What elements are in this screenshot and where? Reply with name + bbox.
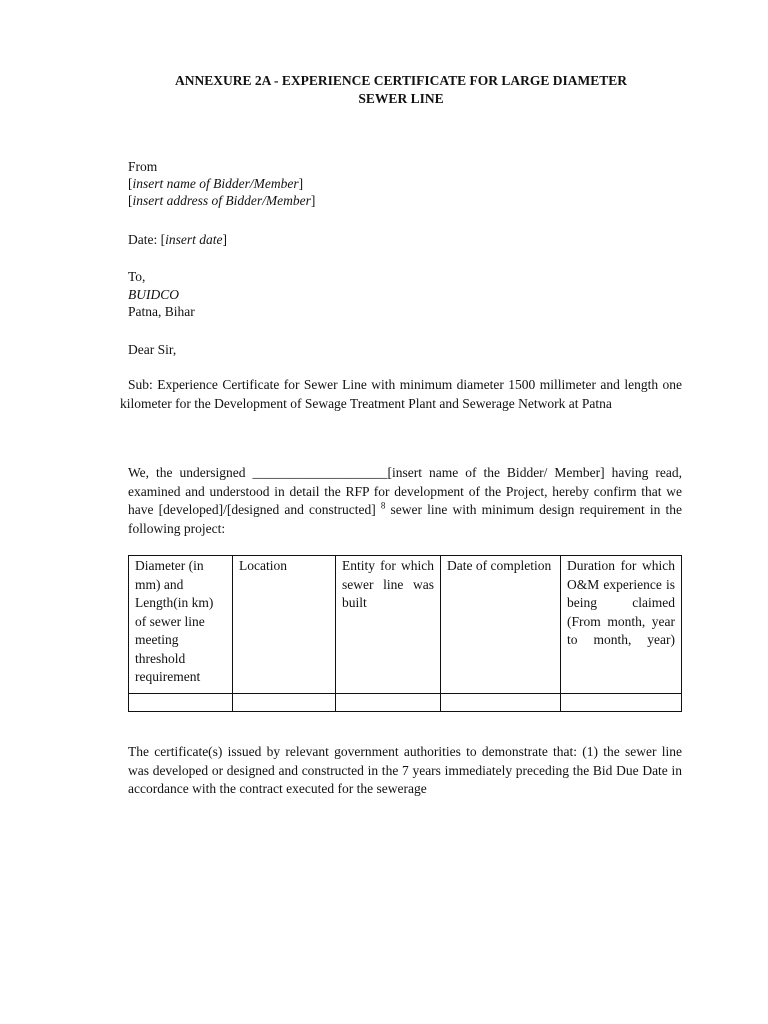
bracket-close: ] xyxy=(310,193,316,208)
title-line-1: ANNEXURE 2A - EXPERIENCE CERTIFICATE FOR LARGE DIAMETER xyxy=(175,73,627,88)
header-diameter-length: Diameter (in mm) and Length(in km) of sewer line meeting threshold requirement xyxy=(129,556,233,694)
header-duration: Duration for which O&M experience is being claimed (From month, year to month, year) xyxy=(561,556,682,694)
bracket-open: [ xyxy=(128,193,133,208)
subject-paragraph: Sub: Experience Certificate for Sewer Line with minimum diameter 1500 millimeter and length one kilometer for the Development of Sewage Treatment Plant and Sewerage Network at Patna xyxy=(120,377,682,411)
footnote-marker: 8 xyxy=(380,500,386,511)
from-address-placeholder: insert address of Bidder/Member xyxy=(132,193,311,208)
to-city: Patna, Bihar xyxy=(128,304,195,319)
table-cell xyxy=(233,693,336,711)
bracket-close: ] xyxy=(298,176,304,191)
header-location: Location xyxy=(233,556,336,694)
from-address-line xyxy=(128,192,315,209)
bracket-close: ] xyxy=(222,232,227,247)
title-line-2: SEWER LINE xyxy=(358,91,444,106)
from-label: From xyxy=(128,159,158,174)
date-label: Date: [ xyxy=(128,232,166,247)
to-organization: BUIDCO xyxy=(128,287,179,302)
table-header-row xyxy=(129,556,682,694)
confirmation-paragraph xyxy=(128,464,682,538)
certificate-paragraph: The certificate(s) issued by relevant government authorities to demonstrate that: (1) the sewer line was developed or designed and constructed in the 7 years immediately preceding the Bid Due Date in accordance with the contract executed for the sewerage xyxy=(128,744,682,796)
confirmation-text-end: sewer line with minimum design requirement in the following project: xyxy=(128,502,682,536)
header-entity: Entity for which sewer line was built xyxy=(336,556,441,694)
to-label: To, xyxy=(128,269,146,284)
date-line xyxy=(128,231,227,248)
table-cell xyxy=(441,693,561,711)
project-details-table xyxy=(128,555,682,712)
bracket-open: [ xyxy=(128,176,133,191)
confirmation-text-start: We, the undersigned ____________________[insert name of the Bidder/ Member] having read, examined and understood in detail the RFP for development of the Project, hereby confirm that we have [developed]/[designed and constructed] xyxy=(128,465,682,517)
header-date-of-completion: Date of completion xyxy=(441,556,561,694)
table-cell xyxy=(129,693,233,711)
from-name-placeholder: insert name of Bidder/Member xyxy=(132,176,299,191)
document-title xyxy=(120,72,682,108)
from-name-line xyxy=(128,175,303,192)
table-row xyxy=(129,693,682,711)
date-placeholder: insert date xyxy=(165,232,223,247)
salutation: Dear Sir, xyxy=(128,342,177,357)
table-cell xyxy=(561,693,682,711)
table-cell xyxy=(336,693,441,711)
